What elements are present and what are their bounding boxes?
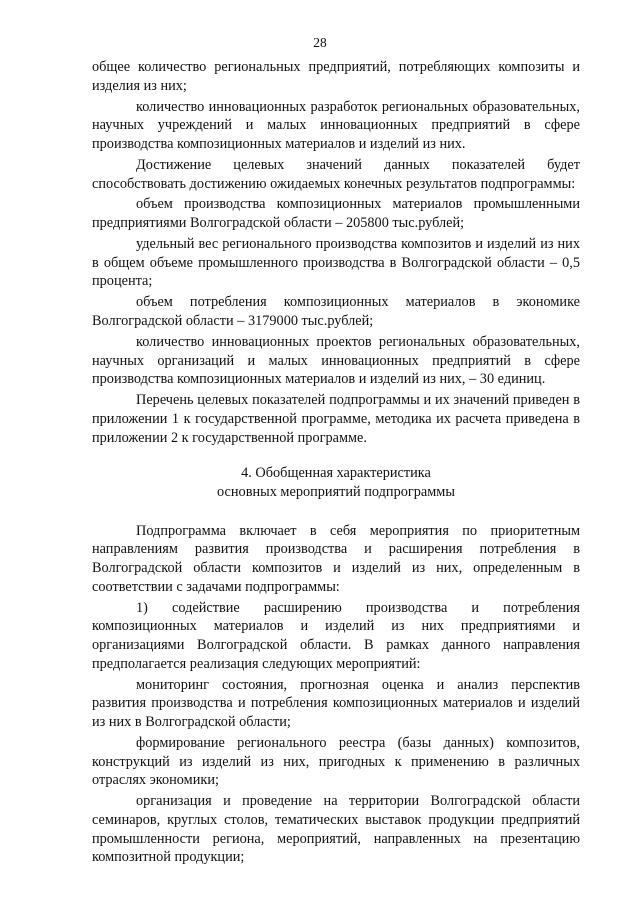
paragraph-consumers-count: общее количество региональных предприятий, потребляющих композиты и изделия из них; xyxy=(92,59,580,94)
section-heading xyxy=(92,464,580,501)
section-title-line1: 4. Обобщенная характеристика xyxy=(241,465,431,482)
paragraph-direction-1: 1) содействие расширению производства и потребления композиционных материалов и изделий из них предприятиями и организациями Волгоградской области. В рамках данного направления предполагается реализация следующих мероприятий: xyxy=(92,599,580,672)
paragraph-consumption-volume: объем потребления композиционных материалов в экономике Волгоградской области – 3179000 тыс.рублей; xyxy=(92,294,580,330)
paragraph-subprogram-includes: Подпрограмма включает в себя мероприятия по приоритетным направлениям развития производства и расширения потребления в Волгоградской области композитов и изделий из них, определенным в соответствии с задачами подпрограммы: xyxy=(92,522,580,595)
document-body xyxy=(92,58,580,869)
paragraph-registry: формирование регионального реестра (базы данных) композитов, конструкций из изделий из них, пригодных к применению в различных отраслях экономики; xyxy=(92,735,580,789)
paragraph-production-share: удельный вес регионального производства композитов и изделий из них в общем объеме промышленного производства в Волгоградской области – 0,5 процента; xyxy=(92,236,580,290)
paragraph-innovations-count: количество инновационных разработок региональных образовательных, научных учреждений и малых инновационных предприятий в сфере производства композиционных материалов и изделий из них. xyxy=(92,98,580,152)
section-title-line2: основных мероприятий подпрограммы xyxy=(217,484,455,501)
paragraph-targets-intro: Достижение целевых значений данных показателей будет способствовать достижению ожидаемых конечных результатов подпрограммы: xyxy=(92,156,580,192)
paragraph-monitoring: мониторинг состояния, прогнозная оценка и анализ перспектив развития производства и потребления композиционных материалов и изделий из них в Волгоградской области; xyxy=(92,676,580,731)
paragraph-indicators-reference: Перечень целевых показателей подпрограммы и их значений приведен в приложении 1 к государственной программе, методика их расчета приведена в приложении 2 к государственной программе. xyxy=(92,392,580,446)
paragraph-events: организация и проведение на территории Волгоградской области семинаров, круглых столов, тематических выставок продукции предприятий промышленности региона, мероприятий, направленных на презентацию композитной продукции; xyxy=(92,793,580,866)
paragraph-projects-count: количество инновационных проектов региональных образовательных, научных организаций и малых инновационных предприятий в сфере производства композиционных материалов и изделий из них, – 30 единиц. xyxy=(92,333,580,388)
page-number: 28 xyxy=(313,35,327,50)
paragraph-production-volume: объем производства композиционных материалов промышленными предприятиями Волгоградской области – 205800 тыс.рублей; xyxy=(92,196,580,232)
